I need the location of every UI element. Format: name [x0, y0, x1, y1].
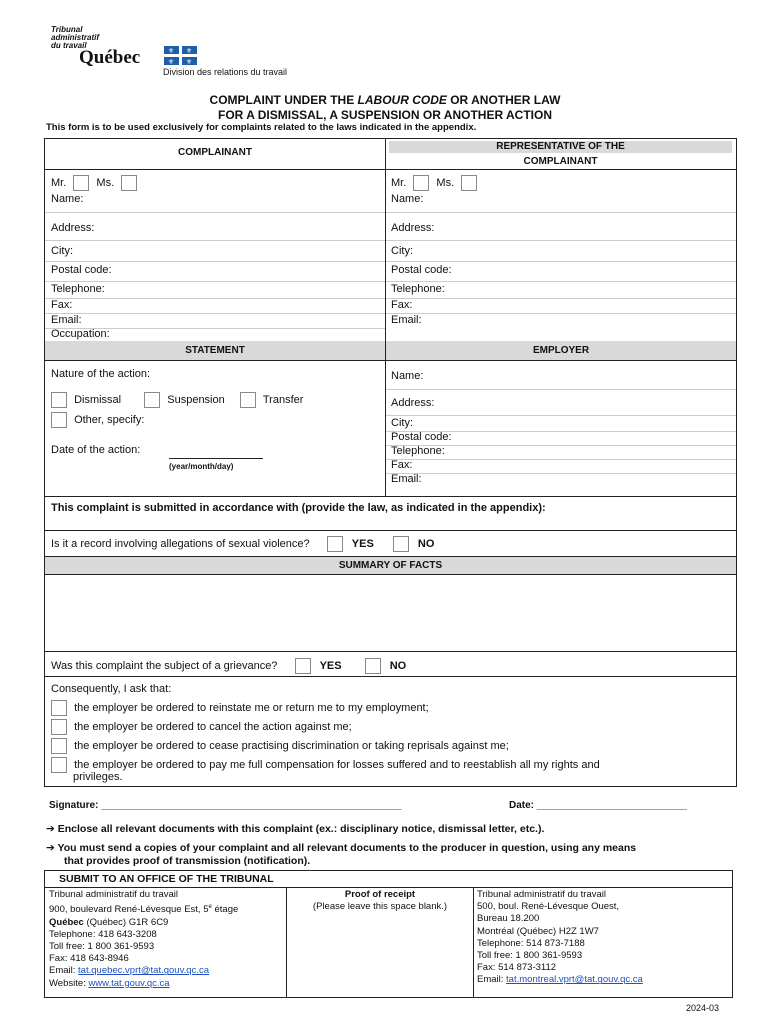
- title-part: COMPLAINT UNDER THE: [209, 93, 358, 107]
- arrow-right-icon: ➔: [46, 823, 55, 835]
- sexual-violence-no-label: NO: [417, 537, 435, 550]
- city-rest: (Québec) G1R 6C9: [83, 916, 169, 928]
- title-line-2: FOR A DISMISSAL, A SUSPENSION OR ANOTHER ACTION: [217, 108, 552, 122]
- logo-line: administratif: [51, 33, 100, 42]
- dismissal-label: Dismissal: [74, 393, 122, 406]
- parties-section: [44, 138, 737, 343]
- requests-intro: Consequently, I ask that:: [51, 683, 172, 695]
- rep-email-field[interactable]: Email:: [391, 314, 422, 326]
- request-item[interactable]: [51, 719, 352, 735]
- send-copies-note-line1: You must send a copies of your complaint and all relevant documents to the producer in question, using any means: [57, 842, 637, 854]
- complainant-email-field[interactable]: Email:: [51, 314, 82, 326]
- office-table: [44, 870, 733, 998]
- transfer-checkbox[interactable]: [240, 392, 256, 408]
- email-label: Email:: [49, 965, 79, 977]
- date-of-action-input[interactable]: [169, 448, 263, 459]
- quebec-office-line: Fax: 418 643-8946: [49, 953, 129, 965]
- employer-telephone-field[interactable]: Telephone:: [391, 445, 445, 457]
- enclose-note-text: Enclose all relevant documents with this complaint (ex.: disciplinary notice, dismissal letter, etc.).: [57, 823, 545, 835]
- applicable-law-field[interactable]: This complaint is submitted in accordance with (provide the law, as indicated in the appendix):: [51, 502, 546, 514]
- rep-city-field[interactable]: City:: [391, 245, 413, 257]
- quebec-email-link[interactable]: tat.quebec.vprt@tat.gouv.qc.ca: [78, 965, 209, 977]
- svg-text:⚜: ⚜: [185, 47, 193, 55]
- addr-part: étage: [211, 904, 239, 916]
- dismissal-checkbox[interactable]: [51, 392, 67, 408]
- other-label[interactable]: Other, specify:: [74, 413, 145, 426]
- request-2-label: the employer be ordered to cancel the action against me;: [74, 720, 352, 733]
- sexual-violence-no-checkbox[interactable]: [393, 536, 409, 552]
- rep-address-field[interactable]: Address:: [391, 222, 435, 234]
- date-format-hint: (year/month/day): [169, 462, 234, 471]
- employer-name-field[interactable]: Name:: [391, 370, 424, 382]
- form-title: [0, 93, 770, 123]
- send-copies-note-line2: that provides proof of transmission (notification).: [64, 855, 311, 867]
- quebec-office-city: [49, 917, 238, 929]
- employer-header: EMPLOYER: [386, 341, 736, 360]
- complainant-occupation-field[interactable]: Occupation:: [51, 328, 110, 340]
- complainant-name-field[interactable]: Name:: [51, 193, 84, 205]
- other-checkbox[interactable]: [51, 412, 67, 428]
- transfer-label: Transfer: [262, 393, 304, 406]
- representative-header: [389, 141, 732, 153]
- addr-part: 900, boulevard René-Lévesque Est, 5: [49, 904, 209, 916]
- website-label: Website:: [49, 977, 89, 989]
- quebec-flag-icon: [164, 46, 197, 65]
- title-emphasis: LABOUR CODE: [357, 93, 447, 107]
- montreal-office-line: Fax: 514 873-3112: [477, 962, 557, 974]
- request-4-continuation: privileges.: [73, 771, 123, 783]
- montreal-office-line: 500, boul. René-Lévesque Ouest,: [477, 901, 620, 913]
- grievance-no-label: NO: [389, 659, 407, 672]
- quebec-office-line: Toll free: 1 800 361-9593: [49, 940, 155, 952]
- proof-of-receipt-block: [287, 889, 473, 913]
- employer-postal-field[interactable]: Postal code:: [391, 431, 452, 443]
- employer-fax-field[interactable]: Fax:: [391, 459, 413, 471]
- website-link[interactable]: www.tat.gouv.qc.ca: [88, 977, 170, 989]
- statement-employer-section: [44, 341, 737, 497]
- proof-title: Proof of receipt: [344, 889, 416, 900]
- rep-ms-label: Ms.: [436, 176, 455, 189]
- request-4-label: the employer be ordered to pay me full compensation for losses suffered and to reestablish all my rights and: [74, 758, 600, 771]
- quebec-office-address: [49, 901, 238, 916]
- sexual-violence-yes-checkbox[interactable]: [327, 536, 343, 552]
- grievance-yes-checkbox[interactable]: [295, 658, 311, 674]
- request-item[interactable]: [51, 700, 429, 716]
- request-4-checkbox[interactable]: [51, 757, 67, 773]
- statement-header: STATEMENT: [45, 341, 385, 360]
- date-field[interactable]: Date: ___________________________: [509, 800, 687, 811]
- employer-city-field[interactable]: City:: [391, 417, 413, 429]
- division-label: Division des relations du travail: [163, 67, 288, 77]
- rep-fax-field[interactable]: Fax:: [391, 299, 413, 311]
- rep-header-line: REPRESENTATIVE OF THE: [496, 141, 625, 152]
- quebec-office-line: Telephone: 418 643-3208: [49, 928, 157, 940]
- city-bold: Québec: [49, 916, 84, 928]
- montreal-office-line: Toll free: 1 800 361-9593: [477, 950, 583, 962]
- suspension-checkbox[interactable]: [144, 392, 160, 408]
- representative-header-line-2: COMPLAINANT: [523, 156, 598, 167]
- employer-email-field[interactable]: Email:: [391, 473, 422, 485]
- summary-of-facts-textarea[interactable]: [45, 575, 736, 651]
- sexual-violence-question: Is it a record involving allegations of sexual violence?: [51, 537, 310, 550]
- montreal-office-block: [477, 889, 643, 987]
- law-section: [44, 496, 737, 787]
- quebec-wordmark: Québec: [79, 47, 141, 68]
- complainant-ms-checkbox[interactable]: [121, 175, 137, 191]
- proof-subtitle: (Please leave this space blank.): [312, 901, 448, 913]
- request-3-label: the employer be ordered to cease practising discrimination or taking reprisals against me;: [74, 739, 509, 752]
- signature-field[interactable]: Signature: ______________________________________________________: [49, 800, 402, 811]
- grievance-yes-label: YES: [319, 659, 342, 672]
- montreal-office-line: Bureau 18.200: [477, 913, 540, 925]
- svg-text:⚜: ⚜: [167, 47, 175, 55]
- request-1-label: the employer be ordered to reinstate me or return me to my employment;: [74, 701, 429, 714]
- grievance-question: Was this complaint the subject of a grievance?: [51, 659, 278, 672]
- employer-address-field[interactable]: Address:: [391, 397, 435, 409]
- montreal-office-line: Montréal (Québec) H2Z 1W7: [477, 925, 599, 937]
- complainant-city-field[interactable]: City:: [51, 245, 73, 257]
- complainant-fax-field[interactable]: Fax:: [51, 299, 73, 311]
- form-usage-note: This form is to be used exclusively for complaints related to the laws indicated in the appendix.: [46, 122, 477, 133]
- quebec-office-block: [49, 889, 238, 990]
- title-part: OR ANOTHER LAW: [446, 93, 561, 107]
- montreal-office-line: Telephone: 514 873-7188: [477, 937, 585, 949]
- date-of-action-label: Date of the action:: [51, 444, 141, 456]
- sexual-violence-yes-label: YES: [351, 537, 374, 550]
- complainant-mr-checkbox[interactable]: [73, 175, 89, 191]
- complainant-telephone-field[interactable]: Telephone:: [51, 283, 105, 295]
- office-table-header: SUBMIT TO AN OFFICE OF THE TRIBUNAL: [59, 873, 274, 885]
- summary-of-facts-header: SUMMARY OF FACTS: [45, 557, 736, 574]
- request-1-checkbox[interactable]: [51, 700, 67, 716]
- svg-text:⚜: ⚜: [167, 58, 175, 65]
- addr-sup: e: [208, 904, 212, 911]
- montreal-email-link[interactable]: tat.montreal.vprt@tat.gouv.qc.ca: [506, 974, 643, 986]
- rep-mr-checkbox[interactable]: [413, 175, 429, 191]
- rep-name-field[interactable]: Name:: [391, 193, 424, 205]
- complainant-mr-label: Mr.: [51, 176, 67, 189]
- send-copies-note: [46, 842, 636, 868]
- rep-ms-checkbox[interactable]: [461, 175, 477, 191]
- quebec-office-line: Tribunal administratif du travail: [49, 889, 179, 900]
- request-3-checkbox[interactable]: [51, 738, 67, 754]
- arrow-right-icon: ➔: [46, 842, 55, 854]
- request-item[interactable]: [51, 738, 509, 754]
- rep-postal-field[interactable]: Postal code:: [391, 264, 452, 276]
- complainant-postal-field[interactable]: Postal code:: [51, 264, 112, 276]
- form-version: 2024-03: [686, 1003, 720, 1013]
- suspension-label: Suspension: [167, 393, 225, 406]
- complainant-address-field[interactable]: Address:: [51, 222, 95, 234]
- request-2-checkbox[interactable]: [51, 719, 67, 735]
- rep-telephone-field[interactable]: Telephone:: [391, 283, 445, 295]
- svg-text:⚜: ⚜: [185, 58, 193, 65]
- logo-line: Tribunal: [51, 25, 83, 34]
- enclose-note: [46, 823, 544, 835]
- montreal-office-line: Tribunal administratif du travail: [477, 889, 607, 900]
- complainant-ms-label: Ms.: [96, 176, 115, 189]
- grievance-no-checkbox[interactable]: [365, 658, 381, 674]
- complainant-header: COMPLAINANT: [178, 147, 252, 158]
- email-label: Email:: [477, 974, 507, 986]
- rep-mr-label: Mr.: [391, 176, 407, 189]
- logo-line: du travail: [51, 41, 87, 50]
- request-item[interactable]: [51, 757, 600, 773]
- nature-label: Nature of the action:: [51, 368, 151, 380]
